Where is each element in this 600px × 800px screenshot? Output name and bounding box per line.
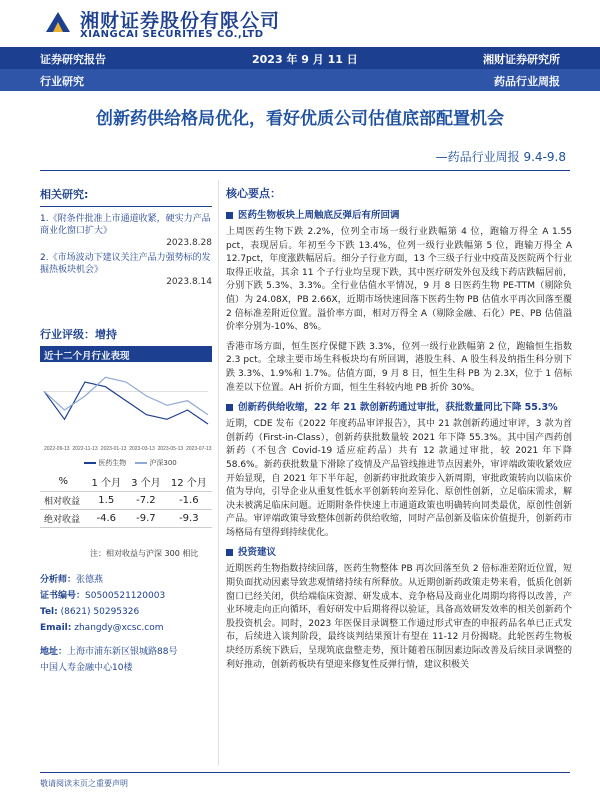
core-points-section bbox=[226, 185, 572, 713]
x-tick-label: 2023-01-13 bbox=[100, 446, 127, 452]
cert-label: 证书编号： bbox=[40, 591, 86, 601]
cell: -7.2 bbox=[126, 492, 166, 510]
chart-heading-bar bbox=[40, 346, 212, 362]
analyst-name: 张德燕 bbox=[76, 575, 104, 585]
performance-table bbox=[40, 472, 212, 528]
row-label: 绝对收益 bbox=[40, 510, 86, 528]
paragraph: 近期，CDE 发布《2022 年度药品审评报告》，其中 21 款创新药通过审评，3 款为首创新药（First-in-Class），创新药获批数量较 2021 年下降 55.3%。其中国产西药创新药（不包含 Covid-19 适应症药品）共有 12 款通过审批，较 2021 年下降 58.6%。新药获批数量下滑除了疫情及产品管线推进节点因素外，审评端政策收紧效应开始显现，自 2021 年下半年起，创新药审批政策步入新周期，审批政策转向以临床价值为导向，引导企业从重复性低水平创新转向差异化、原创性创新，立足临床需求，解决未被满足临床问题。近期附条件快速上市通道政策也明确转向同类最优，原创性创新产品。审评端政策导致整体创新药供给收缩，同时产品创新及临床价值提升，创新药市场格局有望得到持续优化。 bbox=[226, 419, 572, 538]
x-tick-label: 2023-07-13 bbox=[186, 446, 212, 452]
series-line-2 bbox=[44, 377, 208, 414]
column-divider bbox=[218, 180, 219, 765]
rating-section bbox=[40, 326, 212, 347]
related-research-section bbox=[40, 186, 212, 288]
related-item[interactable] bbox=[40, 252, 212, 288]
related-heading: 相关研究: bbox=[40, 188, 89, 201]
report-category: 行业研究 bbox=[40, 75, 84, 88]
header-bar bbox=[0, 47, 600, 69]
legend-label-b: 沪深300 bbox=[149, 459, 177, 467]
cell: 1.5 bbox=[86, 492, 126, 510]
table-row bbox=[40, 492, 212, 510]
table-header: 1 个月 bbox=[86, 472, 126, 492]
related-item-date: 2023.8.14 bbox=[166, 277, 212, 287]
company-name-en: XIANGCAI SECURITIES CO.,LTD bbox=[80, 29, 264, 40]
related-divider bbox=[40, 206, 212, 207]
perf-note: 注：相对收益与沪深 300 相比 bbox=[90, 549, 199, 558]
chart-heading: 近十二个月行业表现 bbox=[44, 351, 130, 362]
core-heading: 核心要点： bbox=[226, 187, 281, 200]
cell: -1.6 bbox=[166, 492, 212, 510]
page-title: 创新药供给格局优化，看好优质公司估值底部配置机会 bbox=[96, 109, 504, 129]
report-type: 证券研究报告 bbox=[40, 53, 106, 66]
addr-label: 地址： bbox=[40, 647, 68, 657]
footer-divider bbox=[40, 772, 570, 773]
paragraph: 近期医药生物指数持续回落，医药生物整体 PB 再次回落至负 2 倍标准差附近位置，短期负面扰动因素导致悲观情绪持续有所释放。从近期创新药政策走势来看，低质化创新窗口已经关闭，供给端临床资源、研发成本、竞争格局及商业化周期均将得以改善，产业环境走向正向循环，看好研发中后期将得以验证，具备高效研发效率的相关创新药个股投资机会。同时，2023 年医保目录调整工作通过形式审查的申报药品名单已正式发布，后续进入谈判阶段，最终谈判结果预计有望在 11-12 月份揭晓。此轮医药生物板块经历系统下跌后，呈现筑底盘整走势，预计随着压制因素边际改善及后续目录调整的利好推动，创新药板块有望迎来修复性反弹行情，建议积极关 bbox=[226, 564, 572, 670]
analyst-label: 分析师： bbox=[40, 575, 77, 585]
table-row bbox=[40, 510, 212, 528]
legend-swatch-b bbox=[135, 462, 147, 464]
x-tick-label: 2022-09-13 bbox=[44, 446, 70, 452]
table-header: % bbox=[40, 472, 86, 492]
table-header: 12 个月 bbox=[166, 472, 212, 492]
industry-rating: 行业评级：增持 bbox=[40, 328, 117, 341]
footer-disclaimer[interactable]: 敬请阅读末页之重要声明 bbox=[40, 779, 128, 788]
paragraph: 香港市场方面，恒生医疗保健下跌 3.3%，位列一级行业跌幅第 2 位，跑输恒生指数 2.3 pct。全球主要市场生科板块均有所回调，港股生科、A 股生科及纳指生科分别下跌 3.3%、1.9%和 1.7%。估值方面，9 月 8 日，恒生生科 PB 为 2.3X，位于 1 倍标准差以下位置。AH 折价方面，恒生生科较内地 PB 折价 30%。 bbox=[226, 341, 572, 393]
x-tick-label: 2023-05-13 bbox=[157, 446, 184, 452]
company-name-cn: 湘财证券股份有限公司 bbox=[80, 10, 281, 32]
tel-number: (8621) 50295326 bbox=[60, 607, 140, 617]
institute-name: 湘财证券研究所 bbox=[483, 53, 560, 66]
addr-line-2: 中国人寿金融中心10楼 bbox=[40, 663, 133, 673]
table-header-row bbox=[40, 472, 212, 492]
addr-line-1: 上海市浦东新区银城路88号 bbox=[67, 647, 178, 657]
company-logo-icon bbox=[44, 10, 72, 34]
industry-performance-chart bbox=[40, 364, 212, 454]
cert-number: S0500521120003 bbox=[85, 591, 166, 601]
cell: -4.6 bbox=[86, 510, 126, 528]
paragraph: 上周医药生物下跌 2.2%，位列全市场一级行业跌幅第 4 位，跑输万得全 A 1.55 pct，表现居后。年初至今下跌 13.4%，位列一级行业跌幅第 5 位，跑输万得全 A 12.7pct，年度涨跌幅居后。细分子行业方面，13 个三级子行业中疫苗及医院两个行业取得正收益，其余 11 个子行业均呈现下跌，其中医疗研发外包及线下药店跌幅居前，分别下跌 5.3%、3.3%。全行业估值水平情况，9 月 8 日医药生物 PE-TTM（剔除负值）为 24.08X，PB 2.66X，近期市场快速回落下医药生物 PB 估值水平再次回落至覆 2 倍标准差附近位置。溢价率方面，相对万得全 A（剔除金融、石化）PE、PB 估值溢价率分别为-10%、8%。 bbox=[226, 227, 572, 333]
bullet-heading: 投资建议 bbox=[226, 546, 572, 559]
related-item[interactable] bbox=[40, 213, 212, 249]
cell: -9.3 bbox=[166, 510, 212, 528]
series-line-1 bbox=[44, 382, 208, 424]
report-series: 药品行业周报 bbox=[494, 75, 560, 88]
related-item-title: 1.《附条件批准上市通道收紧，硬实力产品商业化窗口扩大》 bbox=[40, 214, 211, 236]
row-label: 相对收益 bbox=[40, 492, 86, 510]
tel-label: Tel: bbox=[40, 607, 58, 617]
chart-legend bbox=[84, 458, 177, 468]
page-subtitle: —药品行业周报 9.4-9.8 bbox=[435, 150, 566, 164]
header-subbar bbox=[0, 69, 600, 91]
bullet-heading: 创新药供给收缩，22 年 21 款创新药通过审批，获批数量同比下降 55.3% bbox=[226, 401, 572, 414]
legend-swatch-a bbox=[84, 462, 96, 464]
report-date: 2023 年 9 月 11 日 bbox=[252, 53, 358, 66]
email-label: Email: bbox=[40, 623, 72, 633]
x-tick-label: 2023-03-13 bbox=[129, 446, 155, 452]
related-item-title: 2.《市场波动下建议关注产品力强势标的发掘热板块机会》 bbox=[40, 253, 211, 275]
analyst-section bbox=[40, 572, 212, 676]
title-divider bbox=[40, 170, 570, 171]
bullet-heading: 医药生物板块上周触底反弹后有所回调 bbox=[226, 209, 572, 222]
cell: -9.7 bbox=[126, 510, 166, 528]
table-header: 3 个月 bbox=[126, 472, 166, 492]
email-address[interactable]: zhangdy@xcsc.com bbox=[74, 623, 164, 633]
related-item-date: 2023.8.28 bbox=[166, 238, 212, 248]
legend-label-a: 医药生物 bbox=[98, 459, 127, 467]
x-tick-label: 2022-11-13 bbox=[72, 446, 98, 452]
